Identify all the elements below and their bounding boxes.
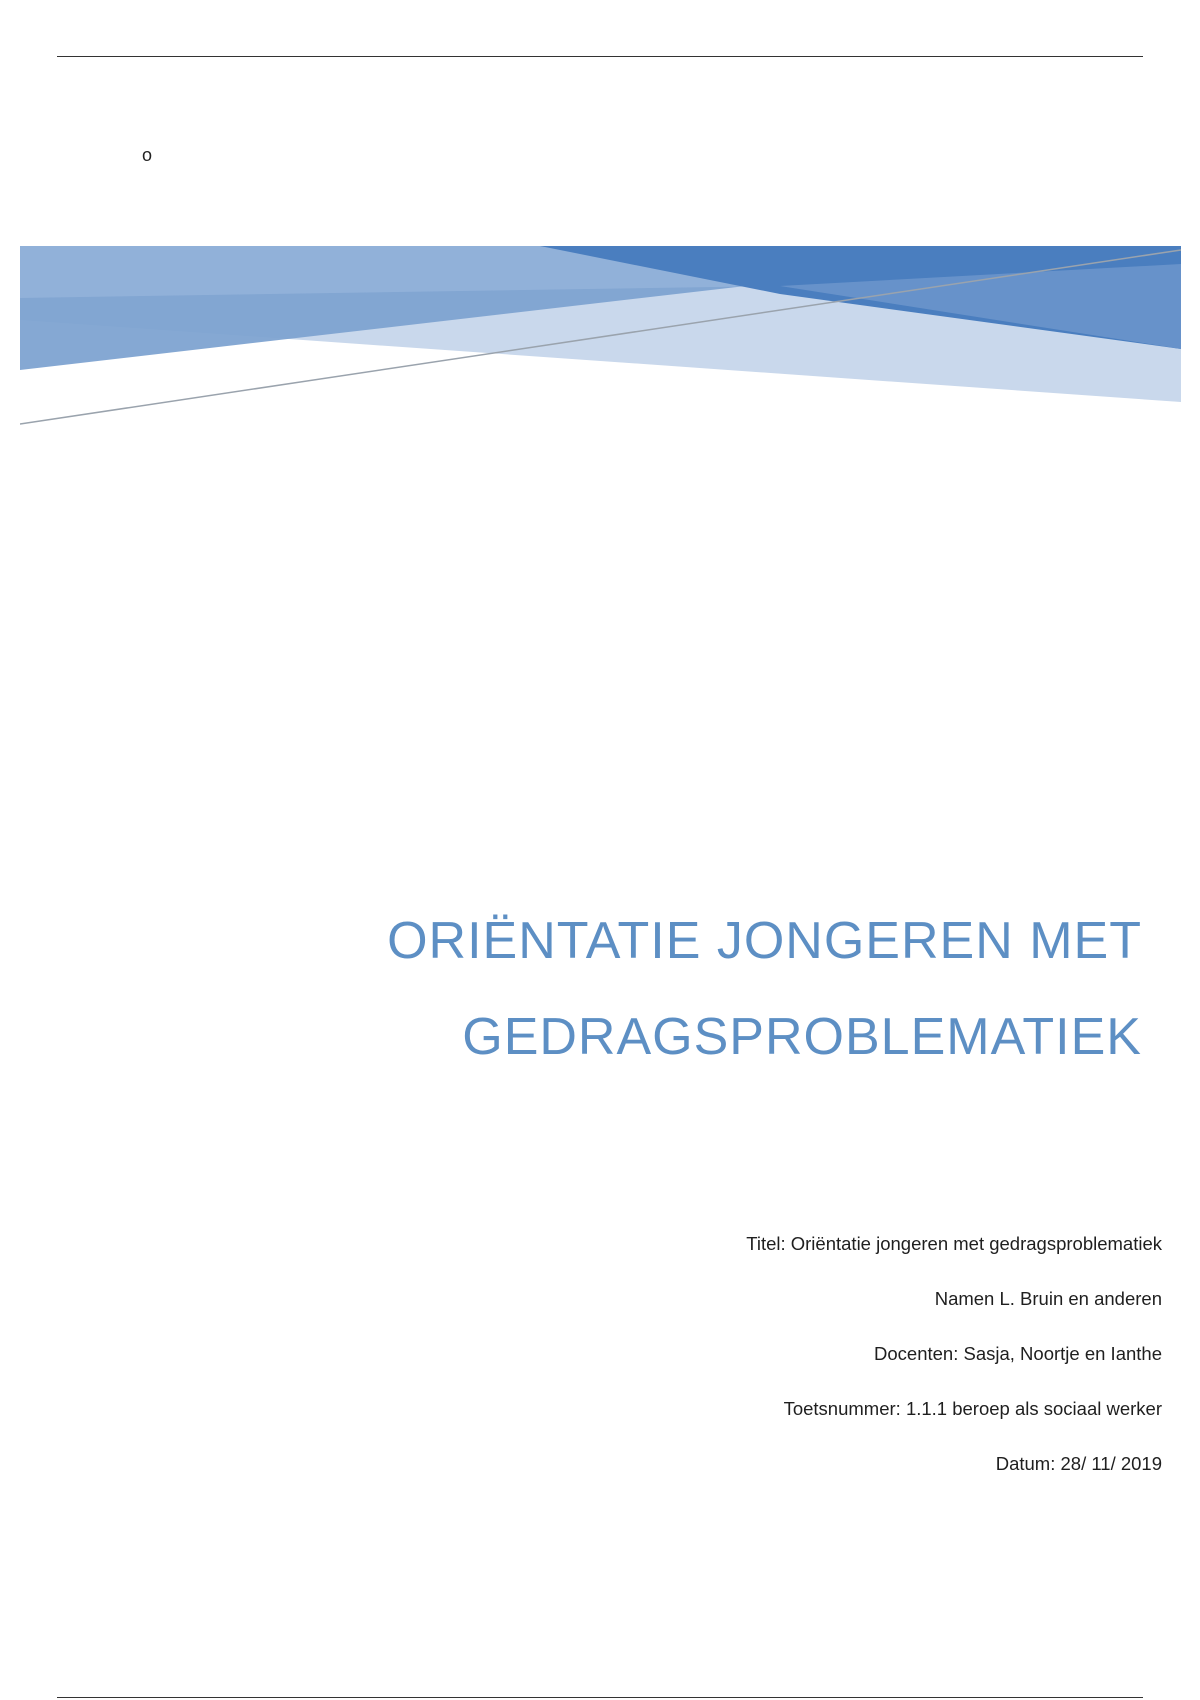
title-line-2: GEDRAGSPROBLEMATIEK	[462, 1008, 1142, 1066]
meta-teachers: Docenten: Sasja, Noortje en Ianthe	[874, 1343, 1162, 1364]
title-line-1: ORIËNTATIE JONGEREN MET	[387, 912, 1142, 970]
bullet-mark: o	[142, 145, 153, 165]
document-meta	[462, 1216, 1162, 1491]
footer-rule	[57, 1697, 1143, 1698]
meta-title: Titel: Oriëntatie jongeren met gedragsproblematiek	[746, 1233, 1162, 1254]
meta-date: Datum: 28/ 11/ 2019	[995, 1453, 1162, 1474]
meta-names: Namen L. Bruin en anderen	[934, 1288, 1162, 1309]
document-title	[242, 893, 1142, 1085]
header-rule	[57, 56, 1143, 57]
cover-banner-graphic	[20, 246, 1181, 426]
meta-test-number: Toetsnummer: 1.1.1 beroep als sociaal werker	[783, 1398, 1162, 1419]
